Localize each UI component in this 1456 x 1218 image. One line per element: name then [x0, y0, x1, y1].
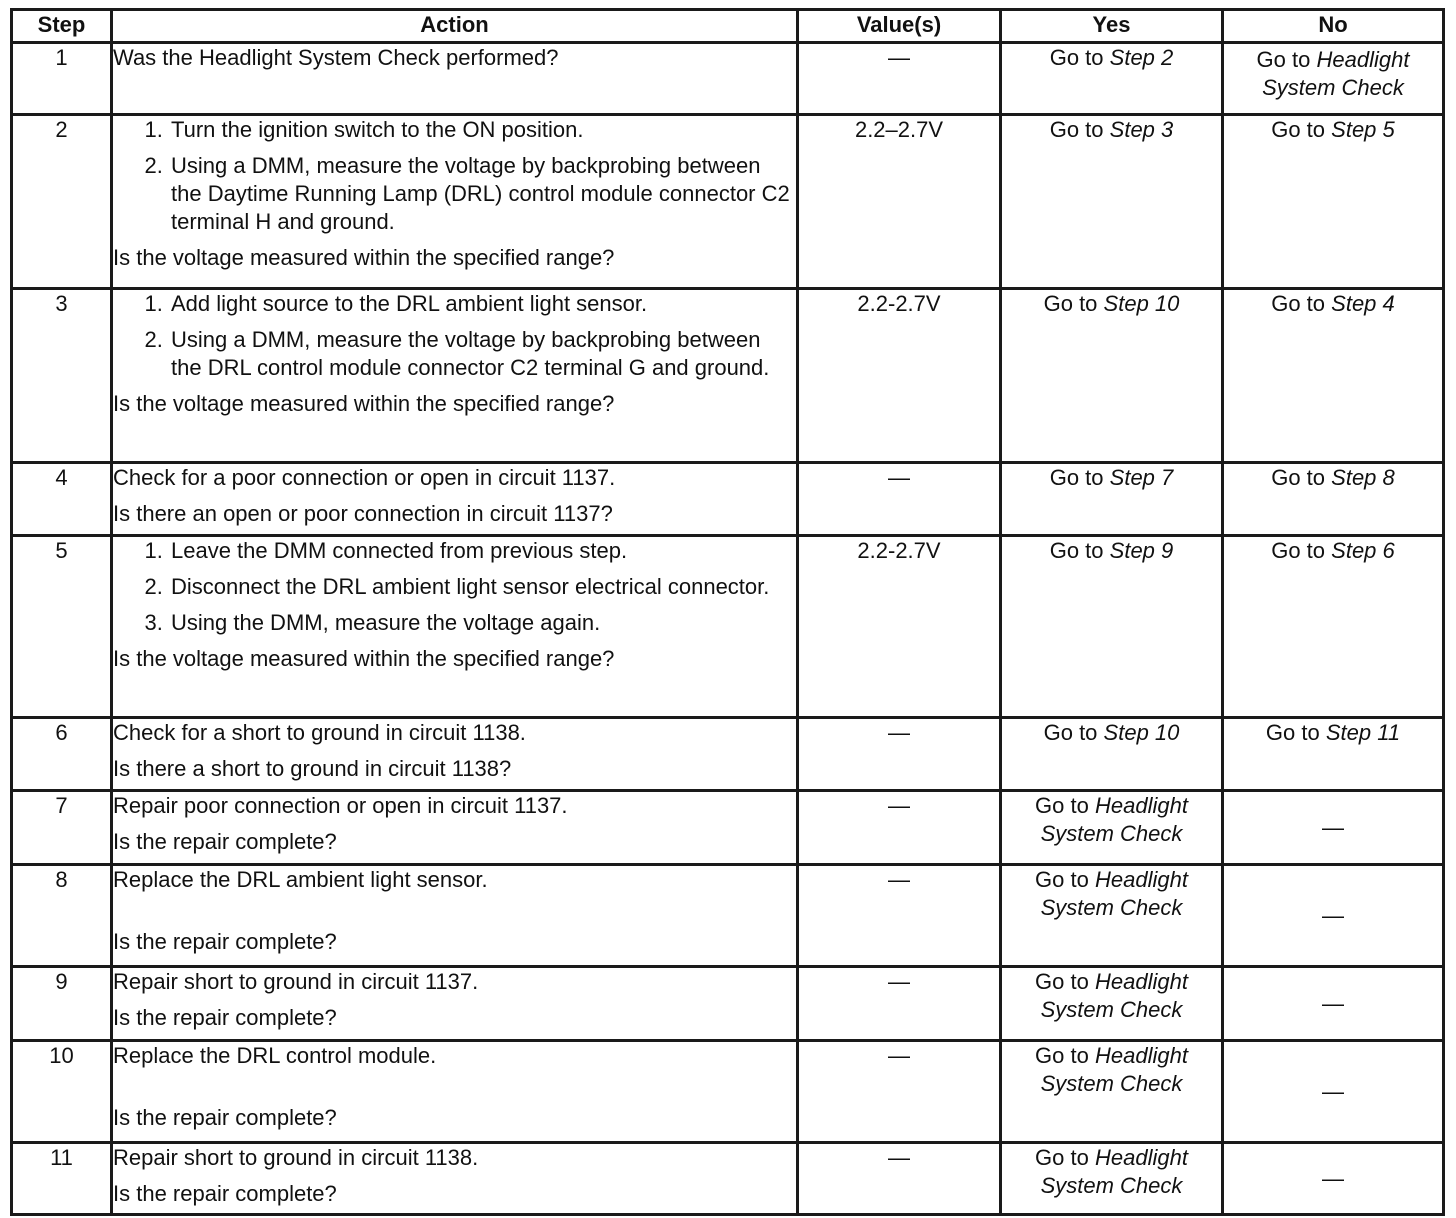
table-row — [12, 43, 1444, 115]
no-cell: — — [1223, 1041, 1444, 1143]
table-row — [12, 718, 1444, 791]
value-cell: 2.2-2.7V — [798, 289, 1001, 463]
action-text: Replace the DRL control module. — [113, 1043, 437, 1068]
action-text: Check for a short to ground in circuit 1138. — [113, 720, 526, 745]
action-step: 3. Using the DMM, measure the voltage again. — [169, 609, 796, 637]
step-number: 8 — [12, 865, 112, 967]
no-cell: — — [1223, 967, 1444, 1041]
action-step: 2. Using a DMM, measure the voltage by backprobing between the Daytime Running Lamp (DRL) control module connector C2 terminal H and ground. — [169, 152, 796, 236]
action-text: Replace the DRL ambient light sensor. — [113, 867, 488, 892]
table-row — [12, 1143, 1444, 1215]
table-row — [12, 1041, 1444, 1143]
yes-prefix: Go to — [1035, 969, 1089, 994]
step-number: 3 — [12, 289, 112, 463]
no-cell — [1223, 289, 1444, 463]
diagnostic-table — [10, 8, 1445, 1216]
yes-cell — [1001, 1143, 1223, 1215]
value-cell: 2.2–2.7V — [798, 115, 1001, 289]
yes-target: Headlight System Check — [1040, 867, 1188, 920]
value-cell: — — [798, 463, 1001, 536]
action-steps — [113, 116, 796, 236]
step-number: 4 — [12, 463, 112, 536]
yes-cell — [1001, 536, 1223, 718]
action-question: Is the repair complete? — [113, 929, 337, 954]
step-number: 5 — [12, 536, 112, 718]
no-cell — [1223, 463, 1444, 536]
action-question: Is the repair complete? — [113, 829, 337, 854]
action-cell — [112, 865, 798, 967]
action-step: 2. Disconnect the DRL ambient light sensor electrical connector. — [169, 573, 796, 601]
step-number: 10 — [12, 1041, 112, 1143]
yes-cell — [1001, 463, 1223, 536]
action-question: Is the voltage measured within the specified range? — [113, 391, 615, 416]
header-yes: Yes — [1001, 10, 1223, 43]
step-number: 9 — [12, 967, 112, 1041]
no-target: Step 4 — [1331, 291, 1395, 316]
value-cell: — — [798, 1143, 1001, 1215]
no-target: Step 5 — [1331, 117, 1395, 142]
action-cell — [112, 967, 798, 1041]
action-text: Repair short to ground in circuit 1138. — [113, 1145, 479, 1170]
yes-prefix: Go to — [1043, 291, 1098, 316]
value-cell: — — [798, 43, 1001, 115]
yes-prefix: Go to — [1035, 867, 1089, 892]
header-values: Value(s) — [798, 10, 1001, 43]
header-row — [12, 10, 1444, 43]
table-row — [12, 791, 1444, 865]
yes-target: Step 7 — [1109, 465, 1174, 490]
yes-prefix: Go to — [1035, 1145, 1089, 1170]
yes-target: Step 10 — [1103, 720, 1180, 745]
action-step: 2. Using a DMM, measure the voltage by backprobing between the DRL control module connector C2 terminal G and ground. — [169, 326, 796, 382]
action-cell — [112, 536, 798, 718]
yes-cell — [1001, 791, 1223, 865]
no-prefix: Go to — [1265, 720, 1320, 745]
action-question: Is the repair complete? — [113, 1181, 337, 1206]
action-question: Is there a short to ground in circuit 1138? — [113, 756, 512, 781]
no-prefix: Go to — [1271, 117, 1326, 142]
yes-target: Headlight System Check — [1040, 969, 1188, 1022]
yes-prefix: Go to — [1049, 45, 1104, 70]
header-step: Step — [12, 10, 112, 43]
step-number: 1 — [12, 43, 112, 115]
value-cell: — — [798, 718, 1001, 791]
action-question: Is the repair complete? — [113, 1105, 337, 1130]
yes-cell — [1001, 289, 1223, 463]
yes-prefix: Go to — [1049, 465, 1104, 490]
no-target: Step 8 — [1331, 465, 1395, 490]
step-number: 7 — [12, 791, 112, 865]
action-step: 1. Leave the DMM connected from previous step. — [169, 537, 796, 565]
value-cell: — — [798, 967, 1001, 1041]
yes-target: Step 9 — [1109, 538, 1174, 563]
table-row — [12, 865, 1444, 967]
no-prefix: Go to — [1256, 47, 1311, 72]
action-cell — [112, 115, 798, 289]
no-cell — [1223, 43, 1444, 115]
action-cell — [112, 1041, 798, 1143]
no-prefix: Go to — [1271, 465, 1326, 490]
no-target: Headlight System Check — [1262, 47, 1410, 100]
action-question: Is there an open or poor connection in circuit 1137? — [113, 501, 613, 526]
table-row — [12, 536, 1444, 718]
action-cell — [112, 718, 798, 791]
header-action: Action — [112, 10, 798, 43]
no-prefix: Go to — [1271, 291, 1326, 316]
no-prefix: Go to — [1271, 538, 1326, 563]
action-text: Was the Headlight System Check performed? — [113, 45, 559, 70]
yes-cell — [1001, 718, 1223, 791]
value-cell: — — [798, 1041, 1001, 1143]
no-cell — [1223, 718, 1444, 791]
yes-cell — [1001, 967, 1223, 1041]
no-cell — [1223, 536, 1444, 718]
no-target: Step 6 — [1331, 538, 1395, 563]
yes-cell — [1001, 1041, 1223, 1143]
step-number: 2 — [12, 115, 112, 289]
yes-target: Step 10 — [1103, 291, 1180, 316]
yes-cell — [1001, 865, 1223, 967]
action-question: Is the voltage measured within the specified range? — [113, 646, 615, 671]
yes-target: Headlight System Check — [1040, 793, 1188, 846]
yes-cell — [1001, 115, 1223, 289]
step-number: 11 — [12, 1143, 112, 1215]
no-cell: — — [1223, 1143, 1444, 1215]
action-cell — [112, 289, 798, 463]
table-row — [12, 289, 1444, 463]
step-number: 6 — [12, 718, 112, 791]
yes-target: Step 2 — [1109, 45, 1174, 70]
no-target: Step 11 — [1325, 720, 1401, 745]
action-cell — [112, 1143, 798, 1215]
table-row — [12, 463, 1444, 536]
action-cell — [112, 43, 798, 115]
value-cell: — — [798, 791, 1001, 865]
yes-prefix: Go to — [1049, 538, 1104, 563]
action-text: Repair poor connection or open in circuit 1137. — [113, 793, 568, 818]
action-step: 1. Turn the ignition switch to the ON position. — [169, 116, 796, 144]
action-question: Is the repair complete? — [113, 1005, 337, 1030]
table-row — [12, 967, 1444, 1041]
action-text: Check for a poor connection or open in circuit 1137. — [113, 465, 616, 490]
action-step: 1. Add light source to the DRL ambient light sensor. — [169, 290, 796, 318]
yes-target: Step 3 — [1109, 117, 1174, 142]
action-steps — [113, 290, 796, 382]
action-cell — [112, 791, 798, 865]
yes-target: Headlight System Check — [1040, 1043, 1188, 1096]
action-steps — [113, 537, 796, 637]
yes-prefix: Go to — [1049, 117, 1104, 142]
no-cell — [1223, 115, 1444, 289]
no-cell: — — [1223, 791, 1444, 865]
yes-prefix: Go to — [1043, 720, 1098, 745]
action-question: Is the voltage measured within the specified range? — [113, 245, 615, 270]
yes-cell — [1001, 43, 1223, 115]
action-cell — [112, 463, 798, 536]
no-cell: — — [1223, 865, 1444, 967]
header-no: No — [1223, 10, 1444, 43]
value-cell: 2.2-2.7V — [798, 536, 1001, 718]
table-row — [12, 115, 1444, 289]
action-text: Repair short to ground in circuit 1137. — [113, 969, 479, 994]
yes-prefix: Go to — [1035, 793, 1089, 818]
yes-prefix: Go to — [1035, 1043, 1089, 1068]
yes-target: Headlight System Check — [1040, 1145, 1188, 1198]
value-cell: — — [798, 865, 1001, 967]
